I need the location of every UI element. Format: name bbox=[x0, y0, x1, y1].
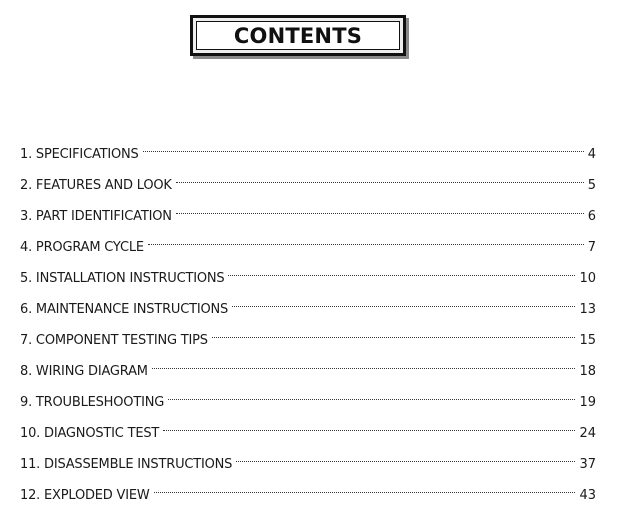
dot-leader bbox=[143, 134, 584, 158]
toc-entry-page: 18 bbox=[579, 364, 596, 379]
toc-entry-page: 4 bbox=[587, 147, 596, 162]
toc-entry-label: 1. SPECIFICATIONS bbox=[20, 147, 139, 162]
toc-entry-label: 4. PROGRAM CYCLE bbox=[20, 240, 144, 255]
toc-entry-page: 6 bbox=[587, 209, 596, 224]
toc-entry-page: 13 bbox=[579, 302, 596, 317]
dot-leader bbox=[148, 227, 584, 251]
toc-entry bbox=[20, 320, 596, 351]
dot-leader bbox=[168, 382, 575, 406]
toc-entry-page: 19 bbox=[579, 395, 596, 410]
toc-entry bbox=[20, 258, 596, 289]
toc-entry-page: 15 bbox=[579, 333, 596, 348]
toc-entry-page: 5 bbox=[587, 178, 596, 193]
dot-leader bbox=[176, 196, 584, 220]
toc-entry-label: 11. DISASSEMBLE INSTRUCTIONS bbox=[20, 457, 233, 472]
toc-entry bbox=[20, 227, 596, 258]
toc-entry-label: 6. MAINTENANCE INSTRUCTIONS bbox=[20, 302, 229, 317]
toc-entry-label: 3. PART IDENTIFICATION bbox=[20, 209, 172, 224]
dot-leader bbox=[154, 475, 576, 499]
toc-entry-page: 7 bbox=[587, 240, 596, 255]
toc-entry-label: 2. FEATURES AND LOOK bbox=[20, 178, 172, 193]
toc-entry bbox=[20, 134, 596, 165]
toc-entry-label: 10. DIAGNOSTIC TEST bbox=[20, 426, 160, 441]
toc-entry bbox=[20, 196, 596, 227]
dot-leader bbox=[228, 258, 575, 282]
toc-entry bbox=[20, 165, 596, 196]
contents-heading-box bbox=[190, 15, 406, 56]
toc-entry-label: 12. EXPLODED VIEW bbox=[20, 488, 150, 503]
toc-entry bbox=[20, 475, 596, 506]
dot-leader bbox=[212, 320, 576, 344]
dot-leader bbox=[176, 165, 584, 189]
toc-entry bbox=[20, 382, 596, 413]
toc-entry-page: 37 bbox=[579, 457, 596, 472]
toc-entry-page: 43 bbox=[579, 488, 596, 503]
toc-entry-page: 10 bbox=[579, 271, 596, 286]
toc-entry bbox=[20, 351, 596, 382]
toc-entry bbox=[20, 289, 596, 320]
toc-entry-label: 9. TROUBLESHOOTING bbox=[20, 395, 165, 410]
table-of-contents bbox=[20, 134, 596, 506]
toc-entry-label: 8. WIRING DIAGRAM bbox=[20, 364, 148, 379]
dot-leader bbox=[232, 289, 575, 313]
toc-entry-label: 5. INSTALLATION INSTRUCTIONS bbox=[20, 271, 225, 286]
dot-leader bbox=[163, 413, 575, 437]
toc-entry bbox=[20, 413, 596, 444]
toc-entry-page: 24 bbox=[579, 426, 596, 441]
contents-heading-inner bbox=[196, 21, 400, 50]
dot-leader bbox=[152, 351, 576, 375]
dot-leader bbox=[236, 444, 575, 468]
toc-entry bbox=[20, 444, 596, 475]
page-title: CONTENTS bbox=[233, 23, 363, 48]
toc-entry-label: 7. COMPONENT TESTING TIPS bbox=[20, 333, 208, 348]
